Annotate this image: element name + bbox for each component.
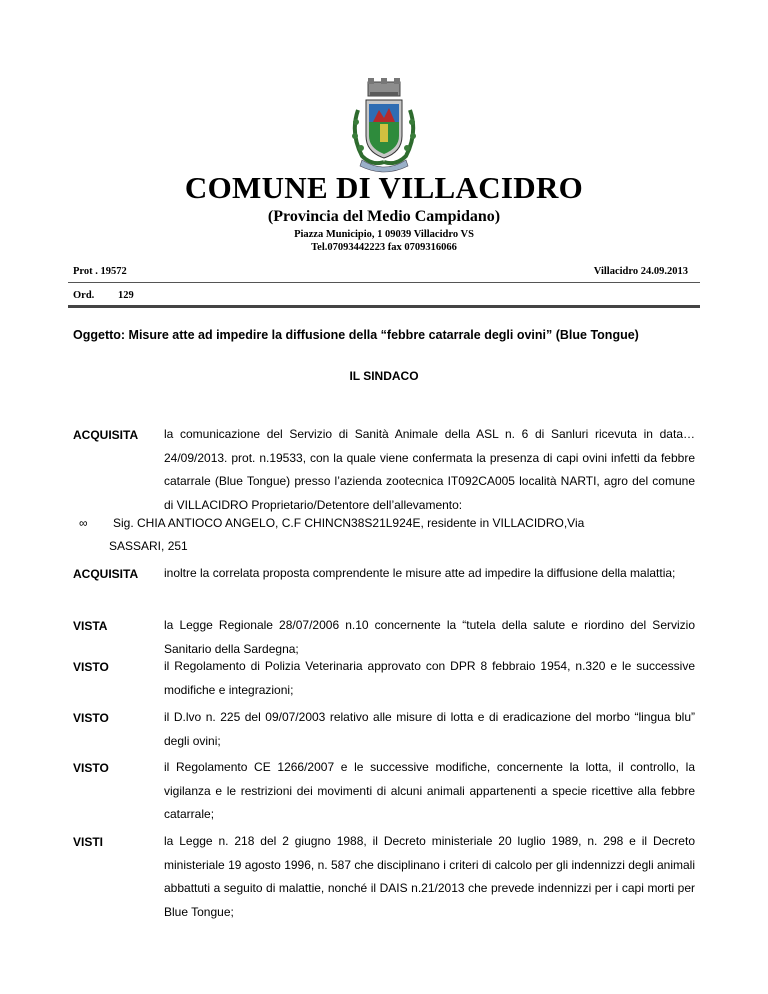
clause-text: il Regolamento di Polizia Veterinaria approvato con DPR 8 febbraio 1954, n.320 e le successive modifiche e integrazioni;	[164, 659, 695, 697]
ordinance-label: Ord.	[73, 290, 95, 301]
clause-label: VISTO	[73, 761, 109, 775]
divider-thin	[68, 282, 700, 283]
clause-label: VISTA	[73, 619, 108, 633]
clause-label: ACQUISITA	[73, 567, 139, 581]
clause-label: ACQUISITA	[73, 428, 139, 442]
owner-address: SASSARI, 251	[109, 539, 188, 553]
clause-label: VISTI	[73, 835, 104, 849]
section-heading: IL SINDACO	[349, 369, 419, 383]
clause-text: la Legge Regionale 28/07/2006 n.10 concernente la “tutela della salute e riordino del Servizio Sanitario della Sardegna;	[164, 618, 695, 656]
page-title: COMUNE DI VILLACIDRO	[184, 170, 584, 205]
divider-thick	[68, 305, 700, 308]
clause-text: il Regolamento CE 1266/2007 e le successive modifiche, concernente la lotta, il controllo, la vigilanza e le restrizioni dei movimenti di alcuni animali appartenenti a specie ricettive alla febbre catarrale;	[164, 760, 695, 821]
subject-line: Oggetto: Misure atte ad impedire la diffusione della “febbre catarrale degli ovini” (Blue Tongue)	[73, 328, 639, 342]
ordinance-number: 129	[118, 290, 134, 301]
bullet-symbol: ∞	[79, 516, 88, 530]
contact-line: Tel.07093442223 fax 0709316066	[311, 242, 457, 253]
clause-text: la comunicazione del Servizio di Sanità Animale della ASL n. 6 di Sanluri ricevuta in data…24/09/2013. prot. n.19533, con la quale viene confermata la presenza di capi ovini infetti da febbre catarrale (Blue Tongue) presso l’azienda zootecnica IT092CA005 località NARTI, agro del comune di VILLACIDRO Proprietario/Detentore dell’allevamento:	[164, 427, 695, 512]
clause-label: VISTO	[73, 660, 109, 674]
address-line: Piazza Municipio, 1 09039 Villacidro VS	[294, 229, 474, 240]
clause-text: inoltre la correlata proposta comprendente le misure atte ad impedire la diffusione della malattia;	[164, 566, 676, 580]
owner-line: Sig. CHIA ANTIOCO ANGELO, C.F CHINCN38S21L924E, residente in VILLACIDRO,Via	[113, 516, 585, 530]
clause-text: la Legge n. 218 del 2 giugno 1988, il Decreto ministeriale 20 luglio 1989, n. 298 e il Decreto ministeriale 19 agosto 1996, n. 587 che disciplinano i criteri di calcolo per gli indennizzi degli animali abbattuti a seguito di malattie, nonché il DAIS n.21/2013 che prevede indennizzi per i capi morti per Blue Tongue;	[164, 834, 695, 919]
protocol-number: Prot . 19572	[73, 266, 127, 277]
comune-crest-logo	[348, 78, 420, 174]
province-subtitle: (Provincia del Medio Campidano)	[267, 208, 501, 225]
clause-label: VISTO	[73, 711, 109, 725]
document-date: Villacidro 24.09.2013	[593, 266, 688, 277]
clause-text: il D.lvo n. 225 del 09/07/2003 relativo alle misure di lotta e di eradicazione del morbo “lingua blu” degli ovini;	[164, 710, 695, 748]
